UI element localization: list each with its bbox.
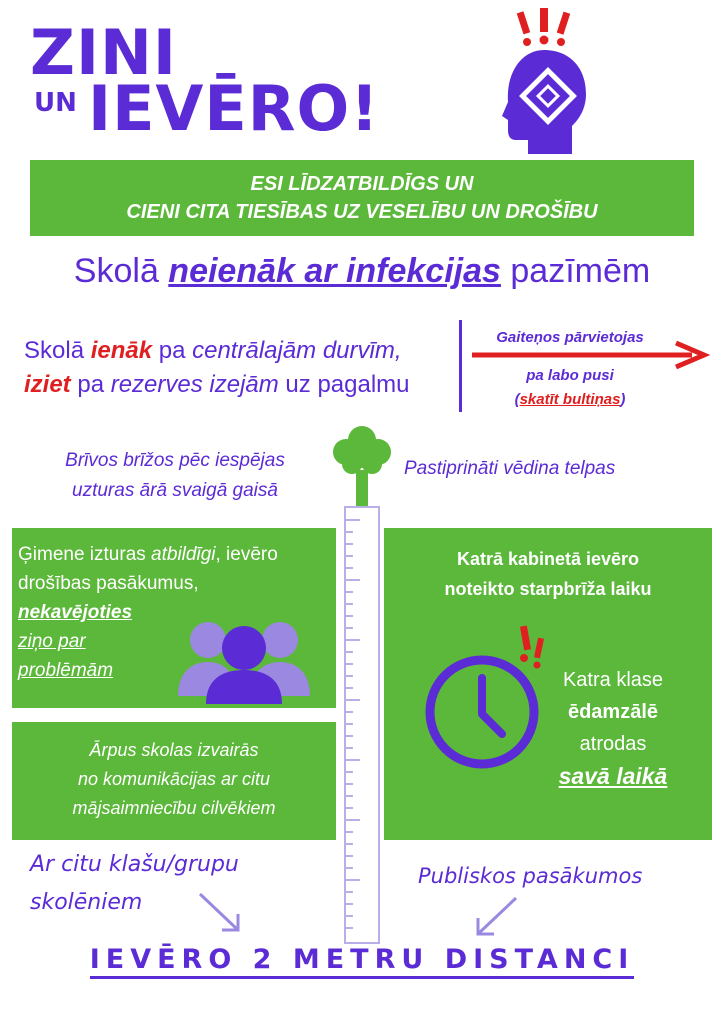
entry-pre: Skolā xyxy=(24,337,91,364)
exit-post: uz pagalmu xyxy=(278,371,410,398)
infection-pre: Skolā xyxy=(73,252,169,290)
corridor-close: ) xyxy=(620,391,626,408)
title-zini: ZINI xyxy=(30,16,177,89)
divider xyxy=(459,320,462,412)
entry-exit-rule xyxy=(24,334,410,402)
family-pre: Ģimene izturas xyxy=(18,544,152,565)
family-problems: problēmām xyxy=(18,660,114,681)
title-un: UN xyxy=(34,88,77,118)
people-group-icon xyxy=(172,614,316,704)
banner-line-1: ESI LĪDZATBILDĪGS UN xyxy=(250,173,474,195)
entry-emphasis: ienāk xyxy=(90,337,153,364)
cabinet-line-1: Katrā kabinetā ievēro xyxy=(456,549,640,569)
family-immediately: nekavējoties xyxy=(18,602,133,623)
family-line-2: drošības pasākumus, xyxy=(18,573,199,594)
infection-post: pazīmēm xyxy=(500,252,651,290)
outside-line-2: no komunikācijas ar citu xyxy=(77,769,271,789)
banner-line-2: CIENI CITA TIESĪBAS UZ VESELĪBU UN DROŠĪBU xyxy=(126,201,598,223)
exit-mid: pa xyxy=(70,371,111,398)
corridor-open: ( xyxy=(514,391,520,408)
fresh-air-line-2: uzturas ārā svaigā gaisā xyxy=(72,480,278,501)
dining-line-1: Katra klase xyxy=(562,669,664,691)
exit-doors: rezerves izejām xyxy=(110,371,279,398)
groups-line-2: skolēniem xyxy=(30,890,143,915)
distance-rule xyxy=(0,944,724,975)
fresh-air-rule xyxy=(30,446,320,506)
outside-rule xyxy=(12,736,336,823)
dining-rule xyxy=(520,664,706,792)
dining-line-4: savā laikā xyxy=(558,763,668,789)
entry-mid: pa xyxy=(152,337,193,364)
infection-rule xyxy=(0,252,724,291)
head-with-alert-icon xyxy=(492,8,602,156)
measuring-ruler-icon xyxy=(344,506,380,946)
dining-line-3: atrodas xyxy=(579,733,647,755)
tree-icon xyxy=(330,424,394,508)
dining-line-2: ēdamzālē xyxy=(567,701,659,723)
responsibility-banner xyxy=(30,160,694,236)
alert-icon xyxy=(517,8,570,46)
arrow-down-icon xyxy=(196,890,246,940)
title-ievero: IEVĒRO! xyxy=(88,72,380,145)
exit-emphasis: iziet xyxy=(24,371,71,398)
outside-line-3: mājsaimniecību cilvēkiem xyxy=(72,798,276,818)
alert-icon xyxy=(520,625,544,668)
family-responsibly: atbildīgi xyxy=(151,544,216,565)
family-post: , ievēro xyxy=(215,544,278,565)
corridor-rule xyxy=(470,326,670,412)
cabinet-rule xyxy=(384,544,712,604)
corridor-line-2: pa labo pusi xyxy=(526,367,614,384)
distance-text: IEVĒRO 2 METRU DISTANCI xyxy=(90,944,635,979)
corridor-arrows-link: skatīt bultiņas xyxy=(519,391,621,408)
ventilation-rule: Pastiprināti vēdina telpas xyxy=(404,458,616,479)
public-label: Publiskos pasākumos xyxy=(418,864,643,888)
corridor-line-1: Gaiteņos pārvietojas xyxy=(496,329,644,346)
infection-emphasis: neienāk ar infekcijas xyxy=(168,252,501,290)
fresh-air-line-1: Brīvos brīžos pēc iespējas xyxy=(65,450,285,471)
cabinet-line-2: noteikto starpbrīža laiku xyxy=(444,579,652,599)
groups-line-1: Ar citu klašu/grupu xyxy=(30,852,239,877)
entry-doors: centrālajām durvīm, xyxy=(192,337,402,364)
arrow-down-icon xyxy=(470,894,520,940)
family-report: ziņo par xyxy=(18,631,86,652)
outside-line-1: Ārpus skolas izvairās xyxy=(89,740,259,760)
